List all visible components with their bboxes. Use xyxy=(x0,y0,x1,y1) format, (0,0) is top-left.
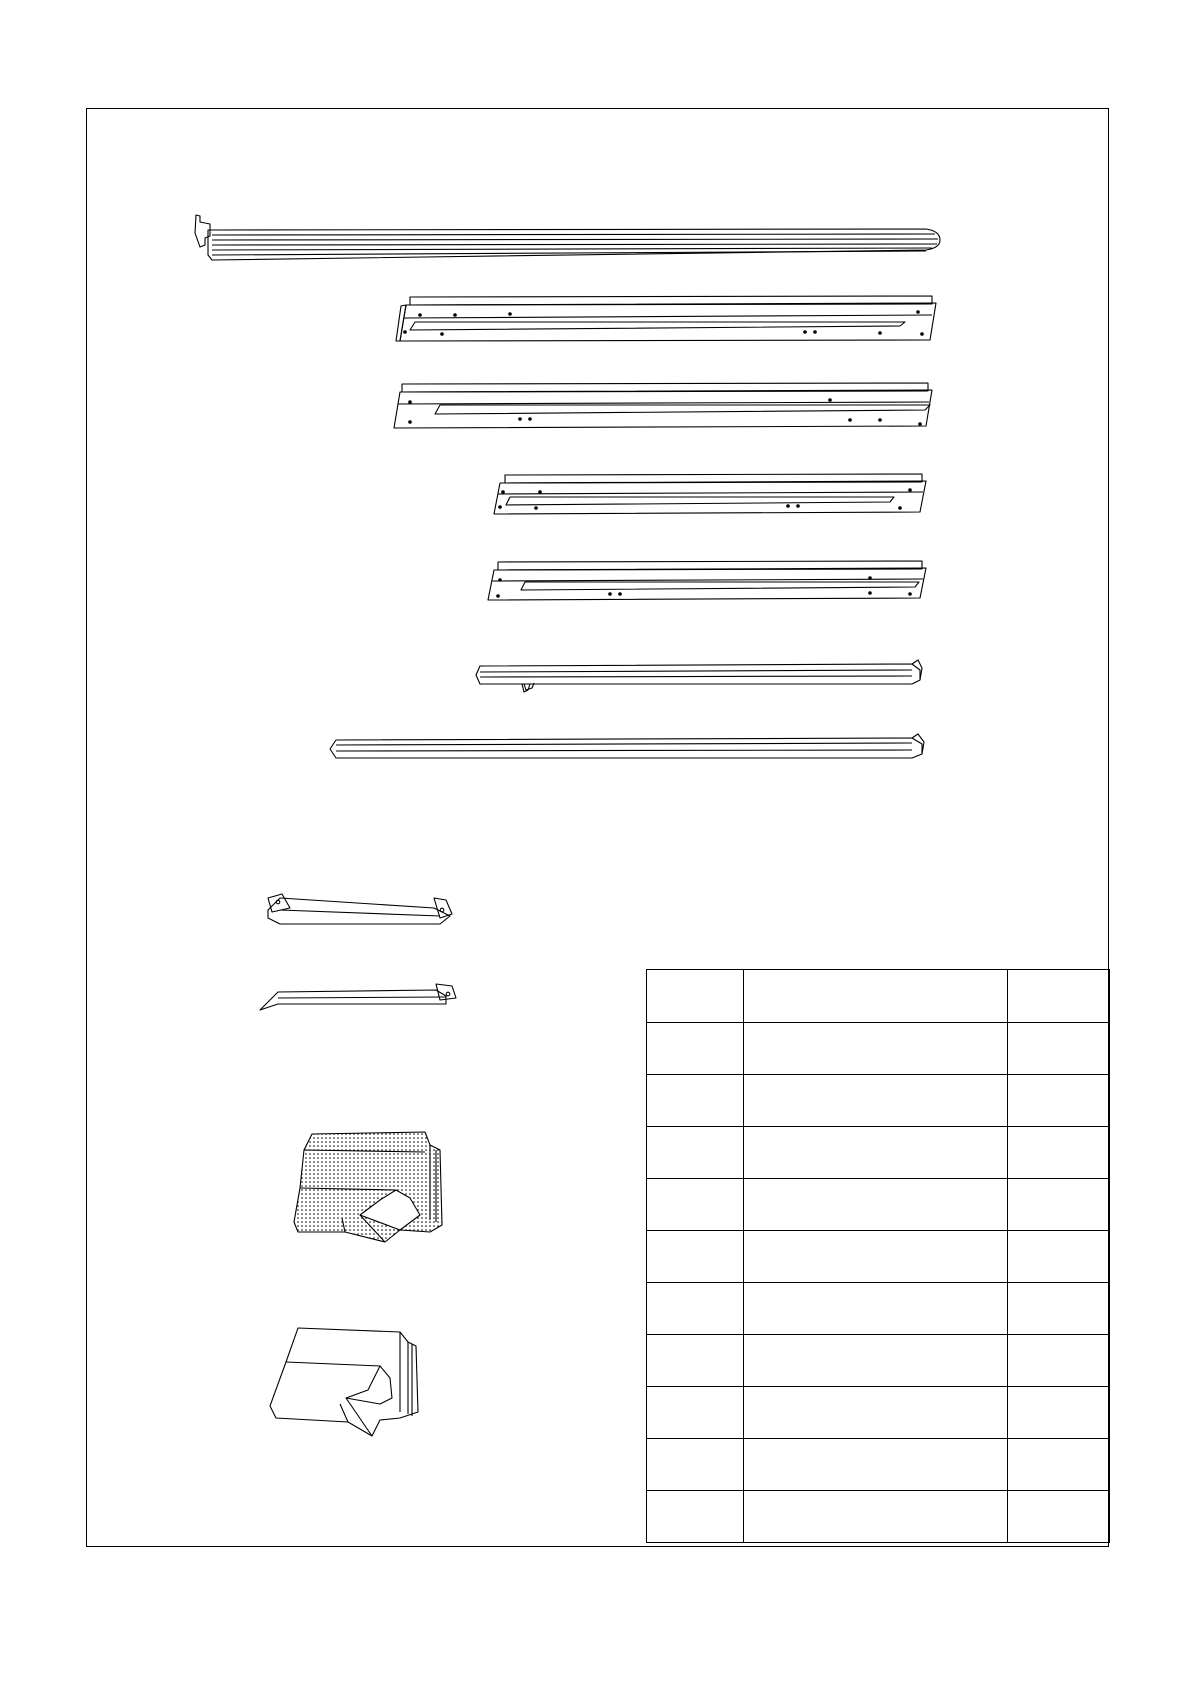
parts-list-table xyxy=(646,969,1110,1543)
table-row xyxy=(647,1283,1110,1335)
table-cell xyxy=(1008,1231,1110,1283)
short-panel-b-icon xyxy=(488,561,926,600)
table-cell xyxy=(744,1335,1008,1387)
table-cell xyxy=(1008,1283,1110,1335)
table-row xyxy=(647,1127,1110,1179)
table-cell xyxy=(744,1023,1008,1075)
table-cell xyxy=(647,1127,744,1179)
table-cell xyxy=(1008,1335,1110,1387)
table-cell xyxy=(744,1387,1008,1439)
table-cell xyxy=(744,1439,1008,1491)
table-cell xyxy=(647,1387,744,1439)
table-cell xyxy=(1008,1387,1110,1439)
table-cell xyxy=(744,1231,1008,1283)
table-cell xyxy=(1008,1439,1110,1491)
table-cell xyxy=(744,1491,1008,1543)
table-row xyxy=(647,1231,1110,1283)
short-rail-with-bracket-icon xyxy=(476,660,922,692)
table-cell xyxy=(744,1075,1008,1127)
gutter-rail-icon xyxy=(195,215,940,260)
long-rail-icon xyxy=(330,734,924,758)
table-row xyxy=(647,1075,1110,1127)
table-cell xyxy=(647,1491,744,1543)
table-cell xyxy=(647,1439,744,1491)
table-cell xyxy=(647,1283,744,1335)
angle-bracket-a-icon xyxy=(268,894,452,924)
table-cell xyxy=(647,1335,744,1387)
table-header-row xyxy=(647,970,1110,1023)
table-cell xyxy=(1008,1491,1110,1543)
header-no xyxy=(647,970,744,1023)
table-cell xyxy=(647,1179,744,1231)
mesh-fabric-icon xyxy=(294,1132,442,1242)
table-cell xyxy=(744,1283,1008,1335)
table-cell xyxy=(1008,1127,1110,1179)
side-panel-a-icon xyxy=(396,296,936,341)
table-row xyxy=(647,1491,1110,1543)
table-row xyxy=(647,1387,1110,1439)
angle-bracket-b-icon xyxy=(260,984,456,1010)
table-cell xyxy=(1008,1179,1110,1231)
table-cell xyxy=(1008,1023,1110,1075)
table-row xyxy=(647,1439,1110,1491)
table-cell xyxy=(647,1231,744,1283)
table-cell xyxy=(647,1075,744,1127)
table-cell xyxy=(647,1023,744,1075)
table-cell xyxy=(744,1127,1008,1179)
table-row xyxy=(647,1335,1110,1387)
table-cell xyxy=(744,1179,1008,1231)
side-panel-b-icon xyxy=(394,383,932,428)
header-quantity xyxy=(1008,970,1110,1023)
plain-fabric-icon xyxy=(270,1328,418,1436)
short-panel-a-icon xyxy=(494,474,926,514)
header-description xyxy=(744,970,1008,1023)
table-row xyxy=(647,1023,1110,1075)
table-row xyxy=(647,1179,1110,1231)
table-cell xyxy=(1008,1075,1110,1127)
